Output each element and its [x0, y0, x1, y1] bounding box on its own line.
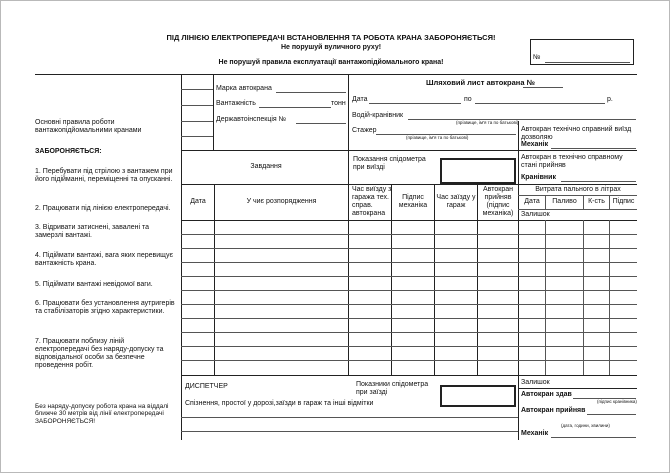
delays-label: Спізнення, простої у дорозі,заїзди в гараж та інші відмітки [185, 400, 374, 407]
rule-2: 2. Працювати під лінією електропередачі. [35, 205, 171, 212]
driver-field[interactable] [408, 119, 636, 120]
odometer-in-box[interactable] [440, 385, 516, 407]
forbidden-heading: ЗАБОРОНЯЄТЬСЯ: [35, 148, 102, 155]
rule-4: 4. Підіймати вантажі, вага яких перевищує вантажність крана. [35, 252, 174, 268]
brand-field[interactable] [276, 92, 346, 93]
fuel-header: Витрата пального в літрах [535, 186, 621, 193]
mechanic-label-bottom: Механік [521, 430, 549, 437]
handed-sign-hint: (підпис кранівника) [597, 399, 637, 404]
col-time-out: Час виїзду з гаража тех. справ. автокрана [352, 186, 392, 218]
number-label: № [533, 54, 541, 61]
dispatcher-label: ДИСПЕТЧЕР [185, 383, 228, 390]
table-row [181, 290, 637, 291]
table-header-rule [181, 184, 637, 185]
col-time-in: Час заїзду у гараж [436, 194, 476, 210]
mechanic-sign-top[interactable] [551, 148, 636, 149]
fuel-header-rule [518, 195, 637, 196]
waybill-number-field[interactable] [523, 87, 563, 88]
fuel-cols-rule [518, 209, 637, 210]
status-border [518, 121, 519, 150]
form-title: ПІД ЛІНІЄЮ ЕЛЕКТРОПЕРЕДАЧІ ВСТАНОВЛЕННЯ ТА РОБОТА КРАНА ЗАБОРОНЯЄТЬСЯ! [166, 33, 496, 42]
fuel-col-qty: К-сть [588, 198, 605, 205]
fuel-col-sign: Підпис [612, 198, 635, 205]
form-subtitle-2: Не порушуй правила експлуатації вантажопідйомального крана! [218, 59, 444, 66]
odometer-in-label: Показники спідометра при заїзді [356, 381, 429, 397]
inspection-label: Державтоінспекція № [216, 116, 287, 123]
main-top-rule [35, 74, 637, 75]
fuel-col-fuel: Паливо [552, 198, 577, 205]
info-left-border [181, 74, 182, 150]
rules-footer: Без наряду-допуску робота крана на віддалі ближче 30 метрів від лінії електропередачі ЗАБОРОНЯЄТЬСЯ! [35, 403, 169, 425]
inspection-field[interactable] [296, 123, 346, 124]
driver-label: Водій-кранівник [352, 112, 404, 119]
tech-ok-text: Автокран технічно справний виїзд дозволяю [521, 126, 632, 142]
form-subtitle: Не порушуй вуличного руху! [280, 44, 382, 51]
remainder-label: Залишок [521, 379, 550, 386]
received-label: Автокран прийняв [521, 407, 586, 414]
rules-heading: Основні правила роботи вантажопідйомальними кранами [35, 119, 142, 135]
trainee-name-hint: (прізвище, ім'я та по батькові) [406, 135, 469, 140]
accepted-text: Автокран в технічно справному стані прийняв [521, 154, 623, 170]
remarks-line-2[interactable] [181, 431, 518, 432]
fuel-div-1-body [545, 220, 546, 375]
remarks-line-1[interactable] [181, 417, 518, 418]
table-row [181, 262, 637, 263]
table-row [181, 304, 637, 305]
handed-label: Автокран здав [521, 391, 572, 398]
fuel-remainder-top: Залишок [521, 211, 550, 218]
capacity-label: Вантажність [216, 100, 256, 107]
col-mechanic-sign: Підпис механіка [398, 194, 428, 210]
fuel-div-2-body [583, 220, 584, 375]
time-hint: (дата, години, хвилини) [561, 423, 610, 428]
capacity-field[interactable] [259, 107, 331, 108]
info-row-line-2 [181, 105, 213, 106]
info-inner-border [213, 74, 214, 150]
odometer-out-label: Показання спідометра при виїзді [353, 156, 426, 172]
table-row [181, 220, 637, 221]
col-orders: У чиє розпорядження [246, 198, 317, 205]
table-row [181, 276, 637, 277]
received-sign[interactable] [587, 414, 636, 415]
info-row-line-1 [181, 89, 213, 90]
odometer-out-box[interactable] [440, 158, 516, 184]
year-label: р. [607, 96, 613, 103]
to-label: по [464, 96, 472, 103]
remainder-rule [518, 388, 637, 389]
table-row [181, 360, 637, 361]
mechanic-label-top: Механік [521, 141, 549, 148]
fuel-div-3-body [609, 220, 610, 375]
table-row [181, 234, 637, 235]
table-row [181, 346, 637, 347]
craneman-label: Кранівник [521, 174, 556, 181]
date-from-field[interactable] [369, 103, 461, 104]
table-row [181, 318, 637, 319]
info-right-border [348, 74, 349, 150]
col-date: Дата [190, 198, 206, 205]
rule-5: 5. Підіймати вантажі невідомої ваги. [35, 281, 153, 288]
rule-6: 6. Працювати без установлення аутригерів та стабілізаторів згідно характеристики. [35, 300, 175, 316]
driver-name-hint: (прізвище, ім'я та по батькові) [456, 120, 519, 125]
rule-7: 7. Працювати поблизу ліній електропередачі без наряду-допуску та відповідальної особи за безпечне проведення робіт. [35, 338, 164, 370]
info-row-line-3 [181, 121, 213, 122]
ton-label: тонн [331, 100, 346, 107]
craneman-sign[interactable] [561, 181, 636, 182]
table-bottom-rule [181, 375, 637, 376]
rule-1: 1. Перебувати під стрілою з вантажем при його підійманні, переміщенні та опусканні. [35, 168, 173, 184]
date-to-field[interactable] [475, 103, 605, 104]
table-row [181, 332, 637, 333]
info-row-line-4 [181, 136, 213, 137]
col-accepted: Автокран прийняв (підпис механіка) [482, 186, 514, 218]
table-row [181, 248, 637, 249]
mechanic-sign-bottom[interactable] [551, 437, 636, 438]
number-line [545, 62, 630, 63]
table-left-border [181, 150, 182, 440]
waybill-title: Шляховий лист автокрана № [426, 78, 535, 87]
rule-3: 3. Відривати затиснені, завалені та замерзлі вантажі. [35, 224, 149, 240]
fuel-col-date: Дата [524, 198, 540, 205]
table-top-rule [181, 150, 637, 151]
task-header: Завдання [250, 163, 282, 170]
brand-label: Марка автокрана [216, 85, 272, 92]
date-label: Дата [352, 96, 368, 103]
trainee-label: Стажер [352, 127, 377, 134]
